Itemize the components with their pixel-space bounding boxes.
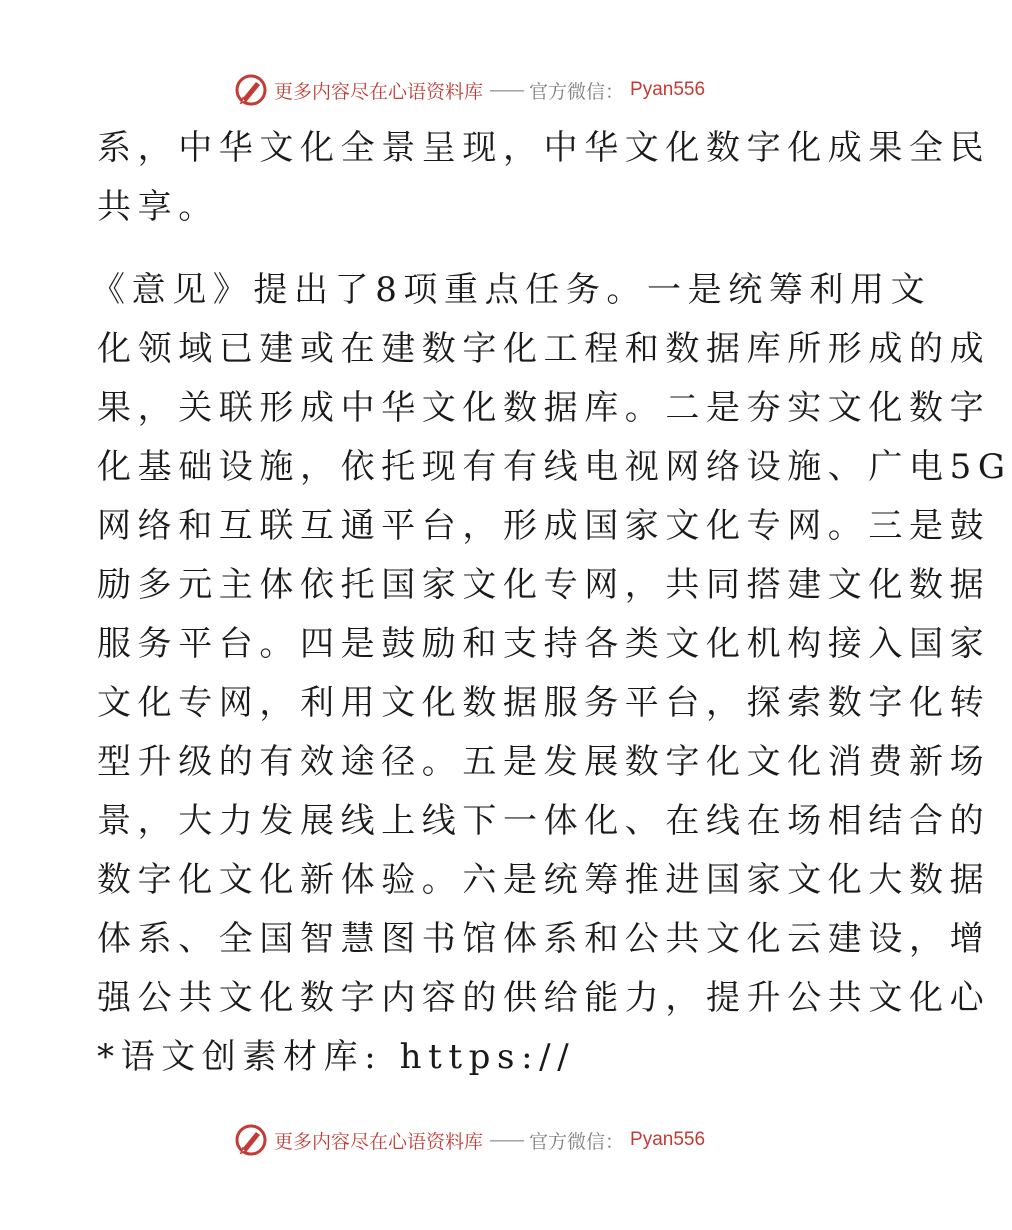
text-line: 共享。	[97, 187, 219, 227]
text-line: 化领域已建或在建数字化工程和数据库所形成的成	[97, 329, 991, 369]
text-line: 景，大力发展线上线下一体化、在线在场相结合的	[97, 801, 991, 841]
watermark-dash: ——	[489, 79, 524, 101]
text-line: 强公共文化数字内容的供给能力，提升公共文化心	[97, 978, 991, 1018]
text-line: 化基础设施，依托现有有线电视网络设施、广电5G	[97, 447, 1012, 487]
text-line: 网络和互联互通平台，形成国家文化专网。三是鼓	[97, 506, 991, 546]
watermark-dash: ——	[489, 1129, 524, 1151]
text-line: 文化专网，利用文化数据服务平台，探索数字化转	[97, 683, 991, 723]
header-watermark	[234, 72, 705, 108]
text-line: 励多元主体依托国家文化专网，共同搭建文化数据	[97, 565, 991, 605]
text-line: 《意见》提出了8项重点任务。一是统筹利用文	[91, 270, 932, 310]
paragraph	[91, 266, 1012, 1092]
watermark-wechat-id: Pyan556	[630, 1129, 706, 1150]
text-line: 系，中华文化全景呈现，中华文化数字化成果全民	[97, 128, 991, 168]
pen-logo-icon	[234, 73, 268, 107]
text-line: 服务平台。四是鼓励和支持各类文化机构接入国家	[97, 624, 991, 664]
document-body	[91, 124, 1012, 1092]
watermark-text: 更多内容尽在心语资料库	[274, 1130, 484, 1153]
text-line: 果，关联形成中华文化数据库。二是夯实文化数字	[97, 388, 991, 428]
text-line: *语文创素材库: https://	[97, 1037, 576, 1077]
paragraph	[97, 124, 991, 242]
watermark-official-label: 官方微信：	[529, 80, 625, 103]
watermark-official-label: 官方微信：	[529, 1130, 625, 1153]
text-line: 数字化文化新体验。六是统筹推进国家文化大数据	[97, 860, 991, 900]
pen-logo-icon	[234, 1123, 268, 1157]
footer-watermark	[234, 1122, 705, 1158]
watermark-wechat-id: Pyan556	[630, 79, 706, 100]
watermark-text: 更多内容尽在心语资料库	[274, 80, 484, 103]
text-line: 体系、全国智慧图书馆体系和公共文化云建设，增	[97, 919, 991, 959]
text-line: 型升级的有效途径。五是发展数字化文化消费新场	[97, 742, 991, 782]
